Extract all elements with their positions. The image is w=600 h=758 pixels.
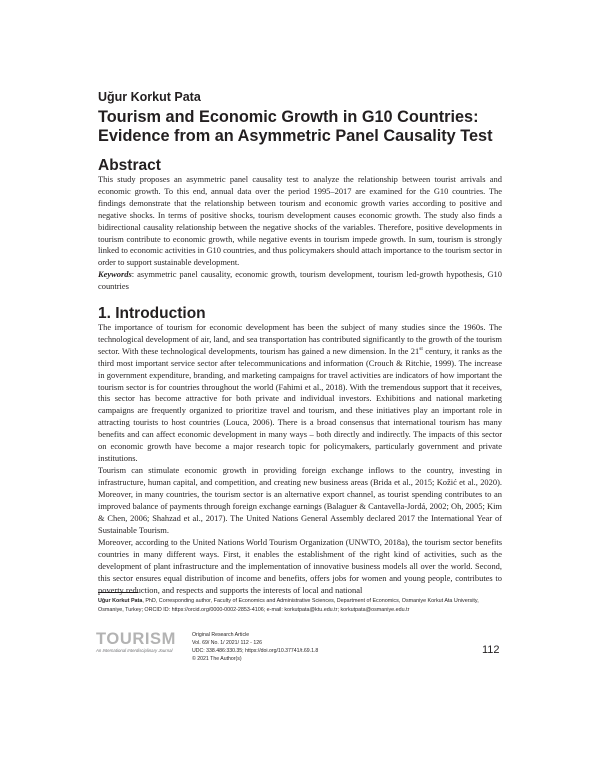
udc-doi: UDC: 338.486:330.35; https://doi.org/10.37741/t.69.1.8 <box>192 648 319 654</box>
journal-logo: TOURISM <box>96 630 176 648</box>
author-footnote <box>98 597 502 614</box>
footnote-text: , PhD, Corresponding author, Faculty of Economics and Administrative Sciences, Department of Economics, Osmaniye Korkut Ata University, Osmaniye, Turkey; ORCID ID: https://orcid.org/0000-0002-2853-4106; e-mail: korkutpata@ktu.edu.tr; korkutpata@osmaniye.edu.tr <box>98 598 479 613</box>
keywords-text: : asymmetric panel causality, economic growth, tourism development, tourism led-growth hypothesis, G10 countries <box>98 269 502 291</box>
introduction-heading: 1. Introduction <box>98 305 206 322</box>
page-number: 112 <box>482 644 500 656</box>
title-line-2: Evidence from an Asymmetric Panel Causality Test <box>98 127 493 145</box>
intro-p1-part-a: The importance of tourism for economic development has been the subject of many studies since the 1960s. The technological development of air, land, and sea transportation has contributed significantly to the growth of the tourism sector. With these technological developments, tourism has gained a new dimension. In the 21 <box>98 322 502 356</box>
journal-subtitle: An International Interdisciplinary Journal <box>96 648 173 653</box>
intro-paragraph-1 <box>98 322 502 465</box>
article-type: Original Research Article <box>192 632 250 638</box>
article-title <box>98 108 518 146</box>
keywords <box>98 269 502 293</box>
volume-info: Vol. 69/ No. 1/ 2021/ 112 - 126 <box>192 640 262 646</box>
intro-paragraph-3: Moreover, according to the United Nations World Tourism Organization (UNWTO, 2018a), the tourism sector benefits countries in many different ways. First, it enables the establishment of the right kind of activities, such as the development of plant infrastructure and the implementation of innovative business models all over the world. Second, this sector ensures equal distribution of income and benefits, offers jobs for women and young people, contributes to poverty reduction, and respects and supports the interests of local and national <box>98 537 502 595</box>
intro-paragraph-2: Tourism can stimulate economic growth in providing foreign exchange inflows to the country, investing in infrastructure, human capital, and competition, and creating new business areas (Brida et al., 2015; Kožić et al., 2020). Moreover, in many countries, the tourism sector is an alternative export channel, as tourist spending contributes to an improved balance of payments through foreign exchange earnings (Balaguer & Cantavella-Jordá, 2002; Oh, 2005; Kim & Chen, 2006; Shahzad et al., 2017). The United Nations General Assembly declared 2017 the International Year of Sustainable Tourism. <box>98 465 502 535</box>
keywords-label: Keywords <box>98 269 132 279</box>
footnote-author: Uğur Korkut Pata <box>98 598 143 604</box>
intro-p1-part-b: century, it ranks as the third most important service sector after telecommunications and information (Crouch & Ritchie, 1999). The increase in government expenditure, branding, and marketing campaigns for travel activities are indicators of how important the tourism sector is for countries throughout the world (Fahimi et al., 2018). With the tremendous support that it receives, this sector has become attractive for both private and individual investors. Exhibitions and national marketing campaigns are frequently organized to prioritize travel and tourism, and these initiatives play an important role in attracting tourists to host countries (Louca, 2006). There is a broad consensus that international tourism has many benefits and can affect economic development in many ways – both directly and indirectly. The impacts of this sector on economic growth have become a major research topic for policymakers, particularly government and private institutions. <box>98 345 502 463</box>
abstract-heading: Abstract <box>98 157 161 174</box>
copyright: © 2021 The Author(s) <box>192 656 242 662</box>
abstract-text: This study proposes an asymmetric panel causality test to analyze the relationship between tourist arrivals and economic growth. To this end, annual data over the period 1995–2017 are examined for the G10 countries. The findings demonstrate that the relationship between tourism and economic growth varies according to positive and negative shocks. In terms of positive shocks, tourism development causes economic growth. The study also finds a bidirectional causality relationship between the negative shocks of the variables. Therefore, positive developments in tourism contribute to economic growth, while negative events in tourism impede growth. In sum, tourism is strongly linked to economic activities in G10 countries, and thus policymakers should attach importance to the tourism sector in order to support sustainable development. <box>98 174 502 268</box>
footnote-divider <box>98 592 138 593</box>
article-metadata <box>192 631 318 663</box>
author-name: Uğur Korkut Pata <box>98 90 201 104</box>
superscript-st: st <box>419 346 423 352</box>
title-line-1: Tourism and Economic Growth in G10 Countries: <box>98 108 479 126</box>
